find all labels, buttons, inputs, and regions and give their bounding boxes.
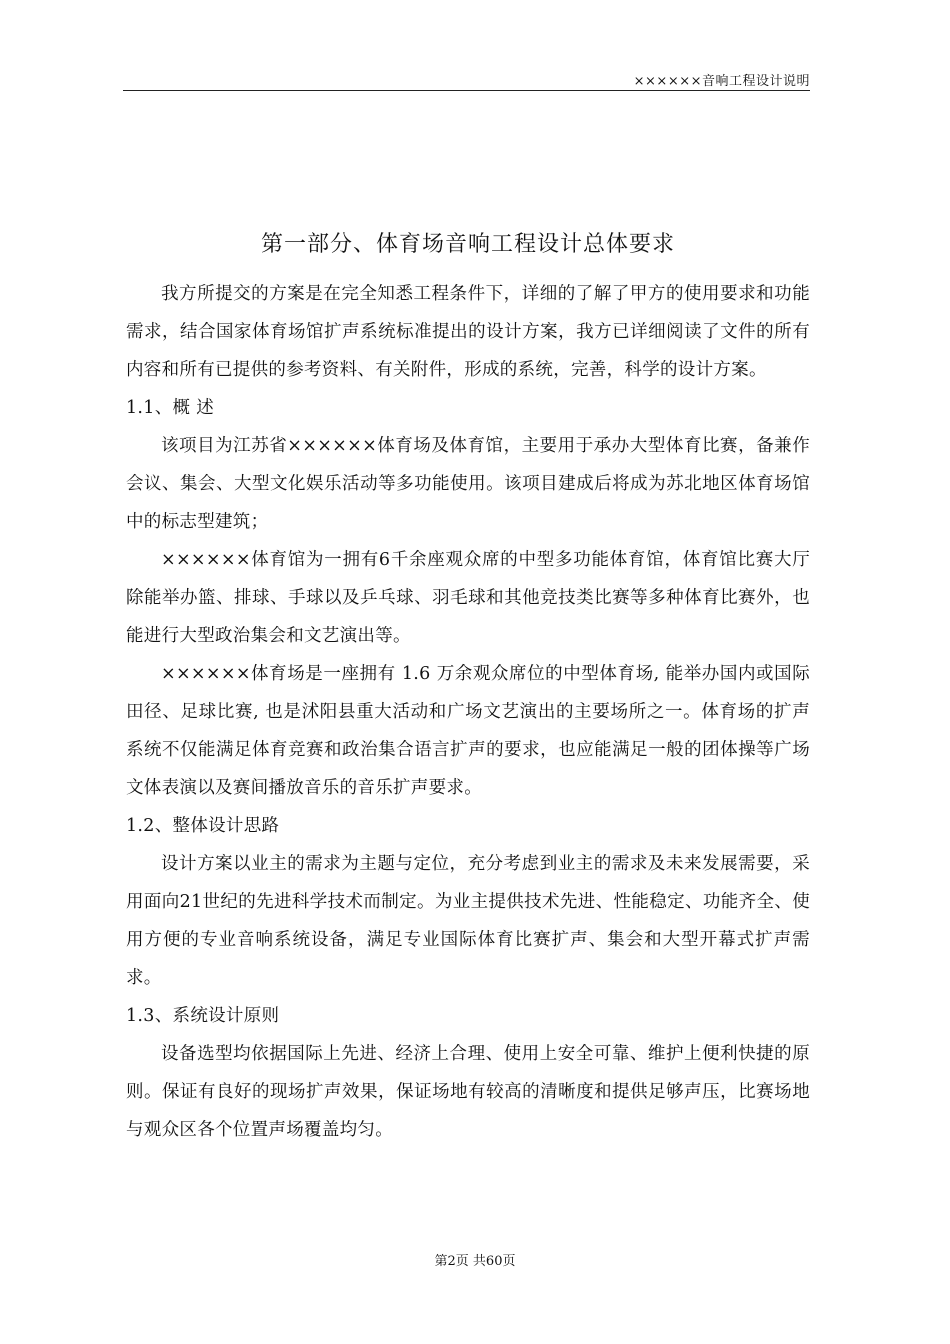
section-paragraph: 设计方案以业主的需求为主题与定位，充分考虑到业主的需求及未来发展需要，采用面向21世纪的先进科学技术而制定。为业主提供技术先进、性能稳定、功能齐全、使用方便的专业音响系统设备，满足专业国际体育比赛扩声、集会和大型开幕式扩声需求。 [126,854,810,988]
section-paragraph: 设备选型均依据国际上先进、经济上合理、使用上安全可靠、维护上便利快捷的原则。保证有良好的现场扩声效果，保证场地有较高的清晰度和提供足够声压，比赛场地与观众区各个位置声场覆盖均匀。 [126,1044,810,1140]
section-heading: 1.3、系统设计原则 [126,1006,280,1026]
page-header [123,68,810,91]
header-text: ××××××音响工程设计说明 [633,74,810,89]
section-heading: 1.2、整体设计思路 [126,816,280,836]
section-design-principles [126,997,810,1149]
section-paragraph: ××××××体育场是一座拥有 1.6 万余观众席位的中型体育场, 能举办国内或国际田径、足球比赛, 也是沭阳县重大活动和广场文艺演出的主要场所之一。体育场的扩声系统不仅能满足体育竞赛和政治集合语言扩声的要求，也应能满足一般的团体操等广场文体表演以及赛间播放音乐的音乐扩声要求。 [126,664,810,798]
intro-paragraph: 我方所提交的方案是在完全知悉工程条件下，详细的了解了甲方的使用要求和功能需求，结合国家体育场馆扩声系统标准提出的设计方案，我方已详细阅读了文件的所有内容和所有已提供的参考资料、有关附件，形成的系统，完善，科学的设计方案。 [126,284,810,380]
page-number: 第2页 共60页 [434,1254,516,1269]
section-paragraph: 该项目为江苏省××××××体育场及体育馆，主要用于承办大型体育比赛，备兼作会议、集会、大型文化娱乐活动等多功能使用。该项目建成后将成为苏北地区体育场馆中的标志型建筑； [126,436,810,532]
section-paragraph: ××××××体育馆为一拥有6千余座观众席的中型多功能体育馆，体育馆比赛大厅除能举办篮、排球、手球以及乒乓球、羽毛球和其他竞技类比赛等多种体育比赛外，也能进行大型政治集会和文艺演出等。 [126,550,810,646]
document-body [126,225,810,1149]
section-overview [126,389,810,807]
section-design-approach [126,807,810,997]
section-heading: 1.1、概 述 [126,398,214,418]
document-title: 第一部分、体育场音响工程设计总体要求 [260,232,675,257]
